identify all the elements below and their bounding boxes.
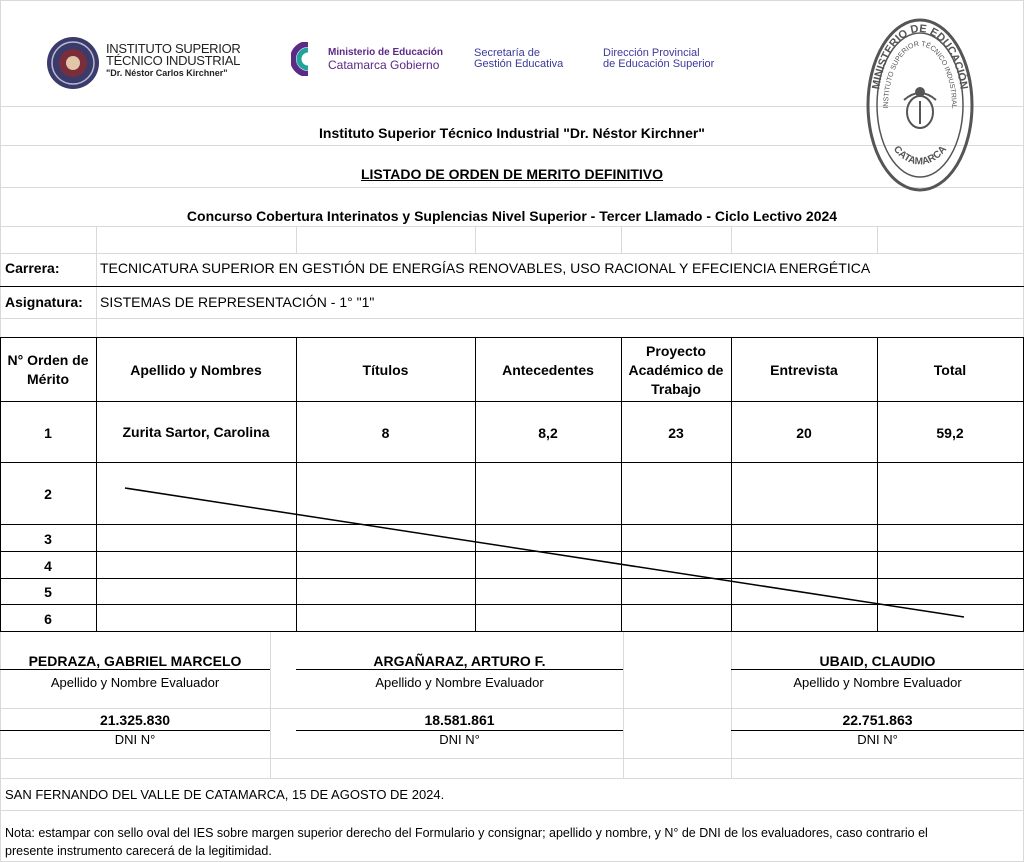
header-entrevista: Entrevista bbox=[770, 362, 838, 378]
evaluator-dni-caption: DNI N° bbox=[439, 732, 480, 747]
row-orden: 3 bbox=[44, 531, 52, 547]
header-proyecto-line3: Trabajo bbox=[651, 381, 701, 397]
header-orden-line1: N° Orden de bbox=[7, 352, 89, 368]
row-titulos: 8 bbox=[381, 425, 390, 441]
place-date: SAN FERNANDO DEL VALLE DE CATAMARCA, 15 DE AGOSTO DE 2024. bbox=[5, 787, 445, 802]
header-proyecto-line1: Proyecto bbox=[646, 343, 706, 359]
seal-inner-text: INSTITUTO SUPERIOR TÉCNICO INDUSTRIAL bbox=[882, 40, 958, 109]
header-nombre: Apellido y Nombres bbox=[130, 362, 262, 378]
note-line2: presente instrumento carecerá de la legitimidad. bbox=[5, 844, 272, 858]
ministerio-logo-line1: Ministerio de Educación bbox=[328, 47, 444, 58]
evaluator-name-caption: Apellido y Nombre Evaluador bbox=[375, 675, 544, 690]
evaluator-dni: 18.581.861 bbox=[424, 712, 495, 728]
note-line1: Nota: estampar con sello oval del IES sobre margen superior derecho del Formulario y consignar; apellido y nombre, y N° de DNI de los evaluadores, caso contrario el bbox=[5, 826, 928, 840]
seal-top-text: MINISTERIO DE EDUCACIÓN bbox=[870, 22, 970, 91]
carrera-value: TECNICATURA SUPERIOR EN GESTIÓN DE ENERGÍAS RENOVABLES, USO RACIONAL Y EFECIENCIA ENERGÉTICA bbox=[100, 260, 871, 276]
evaluator-name: UBAID, CLAUDIO bbox=[819, 653, 936, 669]
direccion-logo-line2: de Educación Superior bbox=[603, 58, 715, 70]
carrera-label: Carrera: bbox=[5, 260, 60, 276]
itsi-logo-line2: TÉCNICO INDUSTRIAL bbox=[106, 53, 241, 68]
evaluator-name-caption: Apellido y Nombre Evaluador bbox=[50, 675, 220, 690]
itsi-logo-line1: INSTITUTO SUPERIOR bbox=[106, 41, 241, 56]
row-total: 59,2 bbox=[936, 425, 964, 441]
secretaria-logo-line1: Secretaría de bbox=[474, 47, 541, 59]
contest-subtitle: Concurso Cobertura Interinatos y Suplencias Nivel Superior - Tercer Llamado - Ciclo Lectivo 2024 bbox=[186, 208, 838, 224]
row-orden: 4 bbox=[44, 558, 52, 574]
secretaria-logo-line2: Gestión Educativa bbox=[474, 58, 564, 70]
header-titulos: Títulos bbox=[362, 362, 409, 378]
row-orden: 1 bbox=[44, 425, 52, 441]
seal-bottom-text: CATAMARCA bbox=[890, 143, 950, 168]
evaluator-dni-caption: DNI N° bbox=[114, 732, 156, 747]
row-antecedentes: 8,2 bbox=[538, 425, 558, 441]
row-nombre: Zurita Sartor, Carolina bbox=[122, 424, 270, 440]
row-entrevista: 20 bbox=[796, 425, 812, 441]
institution-title: Instituto Superior Técnico Industrial "Dr. Néstor Kirchner" bbox=[319, 125, 705, 141]
evaluator-dni: 21.325.830 bbox=[99, 712, 171, 728]
row-orden: 6 bbox=[44, 611, 52, 627]
header-proyecto-line2: Académico de bbox=[628, 362, 724, 378]
list-title: LISTADO DE ORDEN DE MERITO DEFINITIVO bbox=[360, 166, 664, 182]
header-total: Total bbox=[933, 362, 967, 378]
header-antecedentes: Antecedentes bbox=[502, 362, 594, 378]
row-orden: 2 bbox=[44, 486, 52, 502]
itsi-logo-line3: "Dr. Néstor Carlos Kirchner" bbox=[106, 68, 228, 78]
ministerio-logo-line2: Catamarca Gobierno bbox=[328, 58, 440, 72]
header-orden-line2: Mérito bbox=[27, 371, 69, 387]
direccion-logo-line1: Dirección Provincial bbox=[603, 47, 700, 59]
evaluator-name-caption: Apellido y Nombre Evaluador bbox=[793, 675, 962, 690]
evaluator-name: PEDRAZA, GABRIEL MARCELO bbox=[28, 653, 242, 669]
evaluator-dni: 22.751.863 bbox=[842, 712, 913, 728]
asignatura-label: Asignatura: bbox=[5, 294, 83, 310]
evaluator-name: ARGAÑARAZ, ARTURO F. bbox=[373, 653, 546, 669]
evaluator-dni-caption: DNI N° bbox=[857, 732, 898, 747]
asignatura-value: SISTEMAS DE REPRESENTACIÓN - 1° "1" bbox=[100, 294, 375, 310]
row-orden: 5 bbox=[44, 584, 52, 600]
row-proyecto: 23 bbox=[668, 425, 684, 441]
